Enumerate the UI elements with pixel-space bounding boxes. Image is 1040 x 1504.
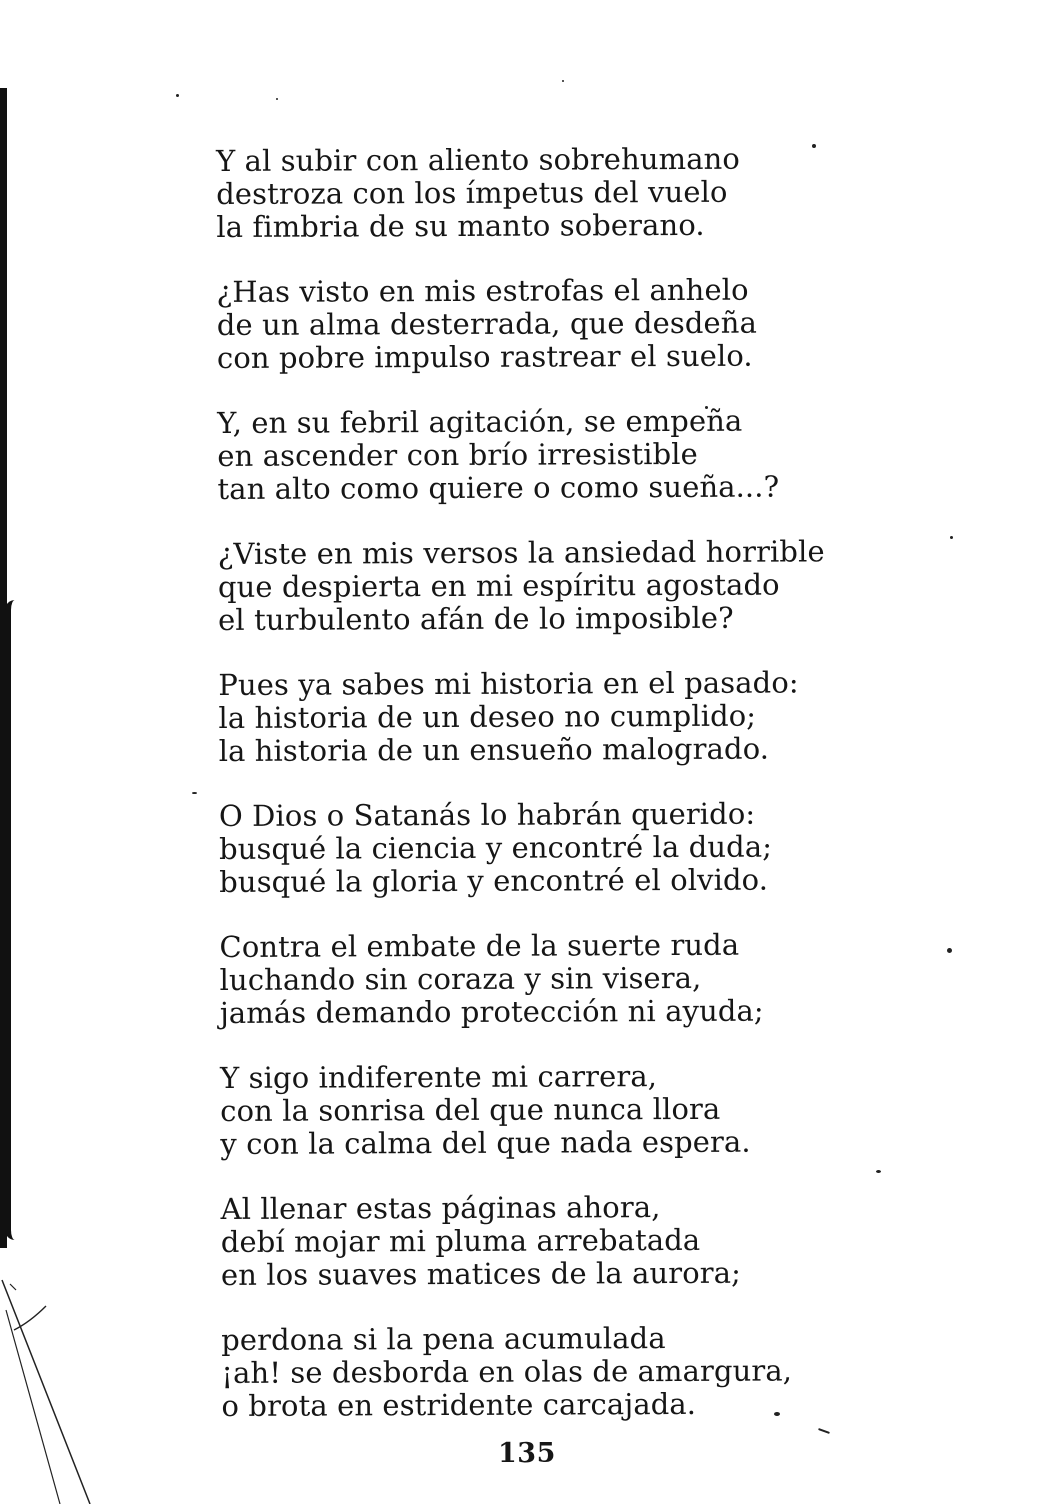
scan-speck xyxy=(876,1170,881,1173)
stanza xyxy=(217,273,837,375)
verse-line: perdona si la pena acumulada xyxy=(221,1321,666,1357)
verse-line: el turbulento afán de lo imposible? xyxy=(217,600,734,637)
verse-line: que despierta en mi espíritu agostado xyxy=(217,567,780,604)
scan-speck xyxy=(947,948,952,953)
verse-line: debí mojar mi pluma arrebatada xyxy=(220,1222,701,1259)
verse-line: la historia de un deseo no cumplido; xyxy=(218,698,757,735)
poem-body xyxy=(216,142,842,1455)
verse-line: ¿Has visto en mis estrofas el anhelo xyxy=(216,272,749,309)
verse-line: luchando sin coraza y sin visera, xyxy=(219,960,702,997)
verse-line: Y al subir con aliento sobrehumano xyxy=(215,141,740,178)
verse-line: tan alto como quiere o como sueña...? xyxy=(217,469,780,506)
verse-line: busqué la gloria y encontré el olvido. xyxy=(219,862,769,899)
scan-artifact-lines xyxy=(0,1270,120,1504)
verse-line: ¡ah! se desborda en olas de amargura, xyxy=(221,1353,793,1390)
scan-speck xyxy=(276,98,278,100)
scan-speck xyxy=(176,94,179,97)
verse-line: O Dios o Satanás lo habrán querido: xyxy=(218,796,756,833)
stanza xyxy=(218,666,838,768)
verse-line: destroza con los ímpetus del vuelo xyxy=(216,174,728,211)
scan-speck xyxy=(192,792,197,794)
page-number: 135 xyxy=(498,1438,556,1469)
verse-line: Pues ya sabes mi historia en el pasado: xyxy=(218,665,799,702)
verse-line: Y sigo indiferente mi carrera, xyxy=(219,1059,658,1095)
stanza xyxy=(219,797,839,899)
verse-line: de un alma desterrada, que desdeña xyxy=(216,305,757,342)
verse-line: la historia de un ensueño malogrado. xyxy=(218,731,770,768)
verse-line: con pobre impulso rastrear el suelo. xyxy=(216,338,753,375)
verse-line: ¿Viste en mis versos la ansiedad horrible xyxy=(217,534,825,571)
stanza xyxy=(221,1321,841,1423)
verse-line: en los suaves matices de la aurora; xyxy=(220,1255,742,1292)
verse-line: en ascender con brío irresistible xyxy=(217,436,698,473)
verse-line: la fimbria de su manto soberano. xyxy=(216,207,705,244)
verse-line: Al llenar estas páginas ahora, xyxy=(220,1190,661,1226)
verse-line: busqué la ciencia y encontré la duda; xyxy=(218,829,773,866)
stanza xyxy=(218,535,838,637)
verse-line: Contra el embate de la suerte ruda xyxy=(219,927,740,964)
verse-line: Y, en su febril agitación, se empeña xyxy=(217,403,743,440)
verse-line: jamás demando protección ni ayuda; xyxy=(219,993,764,1030)
stanza xyxy=(220,1059,840,1161)
stanza xyxy=(221,1190,841,1292)
verse-line: y con la calma del que nada espera. xyxy=(220,1124,751,1161)
stanza xyxy=(216,142,836,244)
binding-curve xyxy=(5,600,17,1240)
verse-line: con la sonrisa del que nunca llora xyxy=(220,1091,721,1128)
stanza xyxy=(219,928,839,1030)
verse-line: o brota en estridente carcajada. xyxy=(221,1386,697,1423)
stanza xyxy=(217,404,837,506)
scan-speck xyxy=(562,80,564,82)
scan-speck xyxy=(950,536,953,539)
